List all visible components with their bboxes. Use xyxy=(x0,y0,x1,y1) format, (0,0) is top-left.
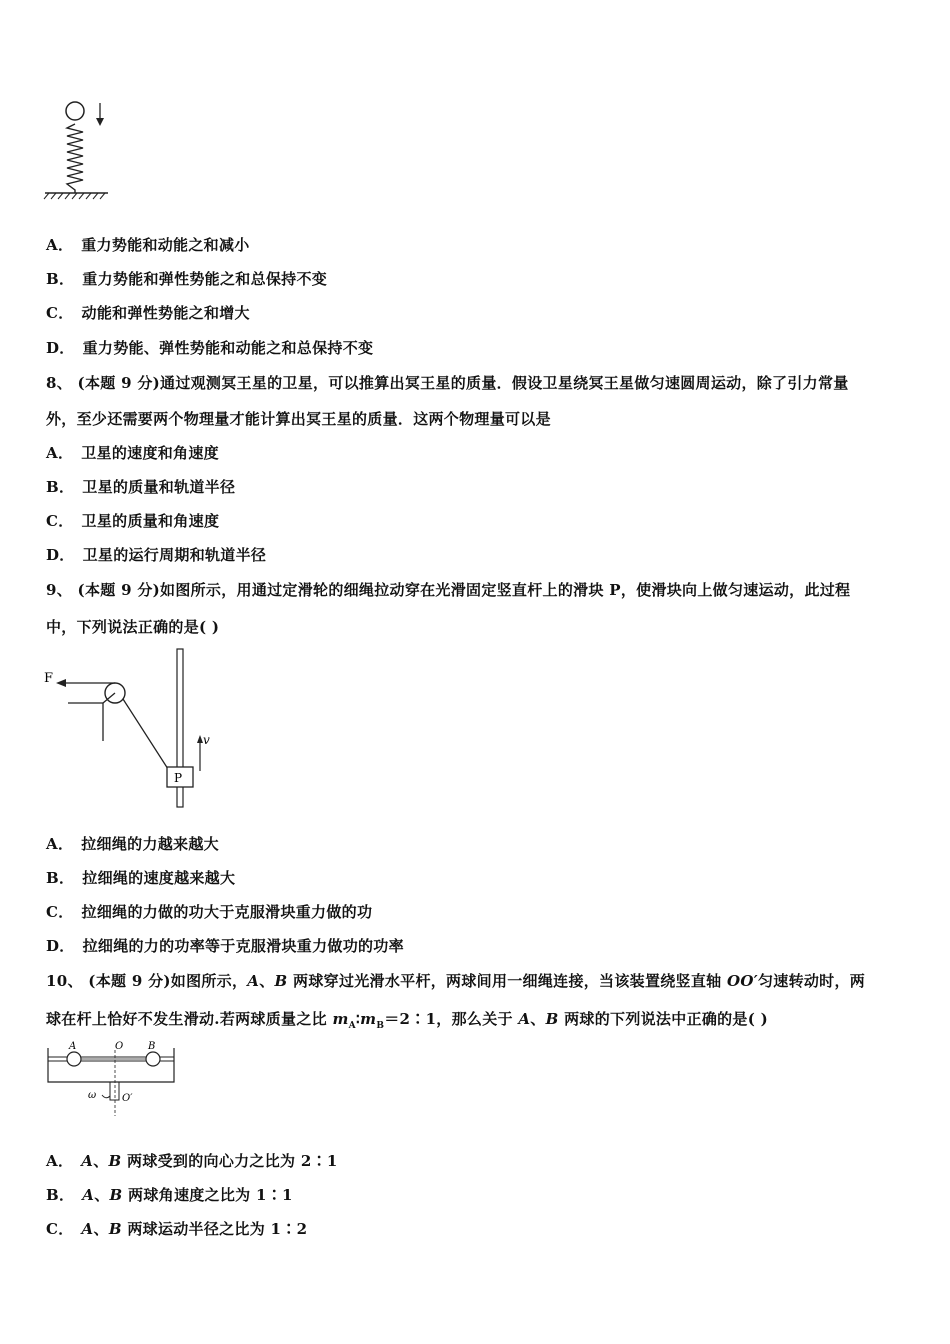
option-text: 拉细绳的力的功率等于克服滑块重力做功的功率 xyxy=(82,937,404,955)
q10-option-b xyxy=(46,1185,293,1205)
option-text: 卫星的质量和角速度 xyxy=(81,512,220,530)
stem-text: 两球穿过光滑水平杆，两球间用一细绳连接，当该装置绕竖直轴 xyxy=(287,972,727,990)
option-letter: B． xyxy=(46,1186,75,1204)
option-text: 两球受到的向心力之比为 2∶1 xyxy=(121,1152,338,1170)
block-label: P xyxy=(174,771,183,785)
ball-a-ref: A xyxy=(81,1220,94,1238)
separator: 、 xyxy=(93,1220,109,1238)
ground-hatch xyxy=(44,193,105,199)
ball-b-ref: B xyxy=(109,1186,123,1204)
ball-a-ref: A xyxy=(518,1010,531,1028)
option-text: 卫星的速度和角速度 xyxy=(81,444,219,462)
q8-option-b xyxy=(46,477,235,497)
option-text: 卫星的运行周期和轨道半径 xyxy=(82,546,267,564)
q10-option-a xyxy=(46,1151,338,1171)
q7-option-a xyxy=(46,235,250,255)
mass-a-symbol: m xyxy=(332,1010,349,1028)
option-letter: A． xyxy=(46,835,74,853)
ratio-text: ＝2∶1，那么关于 xyxy=(384,1010,519,1028)
ratio-colon: ∶ xyxy=(355,1010,361,1028)
ball-a-label: A xyxy=(69,1041,77,1052)
q10-stem-line1 xyxy=(46,971,865,991)
option-letter: C． xyxy=(46,304,74,322)
separator: 、 xyxy=(530,1010,546,1028)
option-text: 重力势能和弹性势能之和总保持不变 xyxy=(82,270,328,288)
ball-b-ref: B xyxy=(545,1010,559,1028)
option-letter: B． xyxy=(46,478,75,496)
stem-text: 球在杆上恰好不发生滑动.若两球质量之比 xyxy=(46,1010,333,1028)
omega-label: ω xyxy=(88,1090,97,1101)
mass-b-subscript: B xyxy=(376,1021,385,1031)
force-label: F xyxy=(44,671,54,686)
option-letter: C． xyxy=(46,903,74,921)
q9-option-d xyxy=(46,936,404,956)
q8-stem-line1: 8、 (本题 9 分)通过观测冥王星的卫星，可以推算出冥王星的质量．假设卫星绕冥王星做匀速圆周运动，除了引力常量 xyxy=(46,374,849,392)
separator: 、 xyxy=(94,1186,110,1204)
q9-option-b xyxy=(46,868,235,888)
separator: 、 xyxy=(93,1152,109,1170)
axis-ref: OO′ xyxy=(726,972,758,990)
rotation-arrow-icon xyxy=(102,1095,110,1098)
ball-a xyxy=(67,1052,81,1066)
option-letter: C． xyxy=(46,512,74,530)
option-text: 两球角速度之比为 1∶1 xyxy=(122,1186,293,1204)
velocity-label: v xyxy=(203,733,210,747)
axis-shaft xyxy=(110,1082,119,1100)
ball-b-ref: B xyxy=(274,972,288,990)
option-text: 重力势能、弹性势能和动能之和总保持不变 xyxy=(82,339,374,357)
ball-b-ref: B xyxy=(108,1152,122,1170)
option-text: 拉细绳的力做的功大于克服滑块重力做的功 xyxy=(81,903,373,921)
mass-a-subscript: A xyxy=(348,1021,356,1031)
q8-option-a xyxy=(46,443,219,463)
option-text: 拉细绳的速度越来越大 xyxy=(82,869,236,887)
q7-option-c xyxy=(46,303,250,323)
option-letter: B． xyxy=(46,270,75,288)
stem-text: 两球的下列说法中正确的是( ) xyxy=(558,1010,769,1028)
ball-b-ref: B xyxy=(108,1220,122,1238)
q7-option-b xyxy=(46,269,327,289)
spring-ball-figure xyxy=(40,96,120,204)
q9-option-a xyxy=(46,834,219,854)
q9-stem-line1: 9、 (本题 9 分)如图所示，用通过定滑轮的细绳拉动穿在光滑固定竖直杆上的滑块 P，使滑块向上做匀速运动，此过程 xyxy=(46,581,851,599)
q10-option-c xyxy=(46,1219,307,1239)
ball-a-ref: A xyxy=(82,1186,95,1204)
option-letter: C． xyxy=(46,1220,74,1238)
separator: 、 xyxy=(259,972,275,990)
falling-ball xyxy=(66,102,84,120)
option-letter: A． xyxy=(46,444,74,462)
q9-option-c xyxy=(46,902,372,922)
ball-a-ref: A xyxy=(81,1152,94,1170)
stem-text: 10、 (本题 9 分)如图所示， xyxy=(46,972,248,990)
option-letter: D． xyxy=(46,339,75,357)
spring-coil xyxy=(67,124,83,193)
q10-stem-line2 xyxy=(46,1009,768,1036)
stem-text: 匀速转动时，两 xyxy=(757,972,866,990)
option-text: 拉细绳的力越来越大 xyxy=(81,835,219,853)
option-letter: D． xyxy=(46,546,75,564)
axis-top-label: O xyxy=(115,1041,124,1052)
option-letter: A． xyxy=(46,236,74,254)
option-letter: A． xyxy=(46,1152,74,1170)
pulley-slider-figure xyxy=(40,645,240,815)
option-text: 重力势能和动能之和减小 xyxy=(81,236,250,254)
mass-b-symbol: m xyxy=(360,1010,377,1028)
ball-b-label: B xyxy=(148,1041,156,1052)
option-text: 两球运动半径之比为 1∶2 xyxy=(121,1220,308,1238)
q8-option-c xyxy=(46,511,219,531)
rope-slanted xyxy=(123,699,168,769)
down-arrow-icon xyxy=(96,118,104,126)
q8-stem-line2: 外，至少还需要两个物理量才能计算出冥王星的质量．这两个物理量可以是 xyxy=(46,410,551,428)
q7-option-d xyxy=(46,338,373,358)
option-letter: B． xyxy=(46,869,75,887)
option-text: 动能和弹性势能之和增大 xyxy=(81,304,250,322)
option-text: 卫星的质量和轨道半径 xyxy=(82,478,236,496)
axis-bottom-label: O′ xyxy=(122,1093,133,1104)
option-letter: D． xyxy=(46,937,75,955)
q9-stem-line2: 中，下列说法正确的是( ) xyxy=(46,618,220,636)
ball-a-ref: A xyxy=(247,972,260,990)
q8-option-d xyxy=(46,545,266,565)
ball-b xyxy=(146,1052,160,1066)
rotating-rod-figure xyxy=(44,1040,184,1120)
